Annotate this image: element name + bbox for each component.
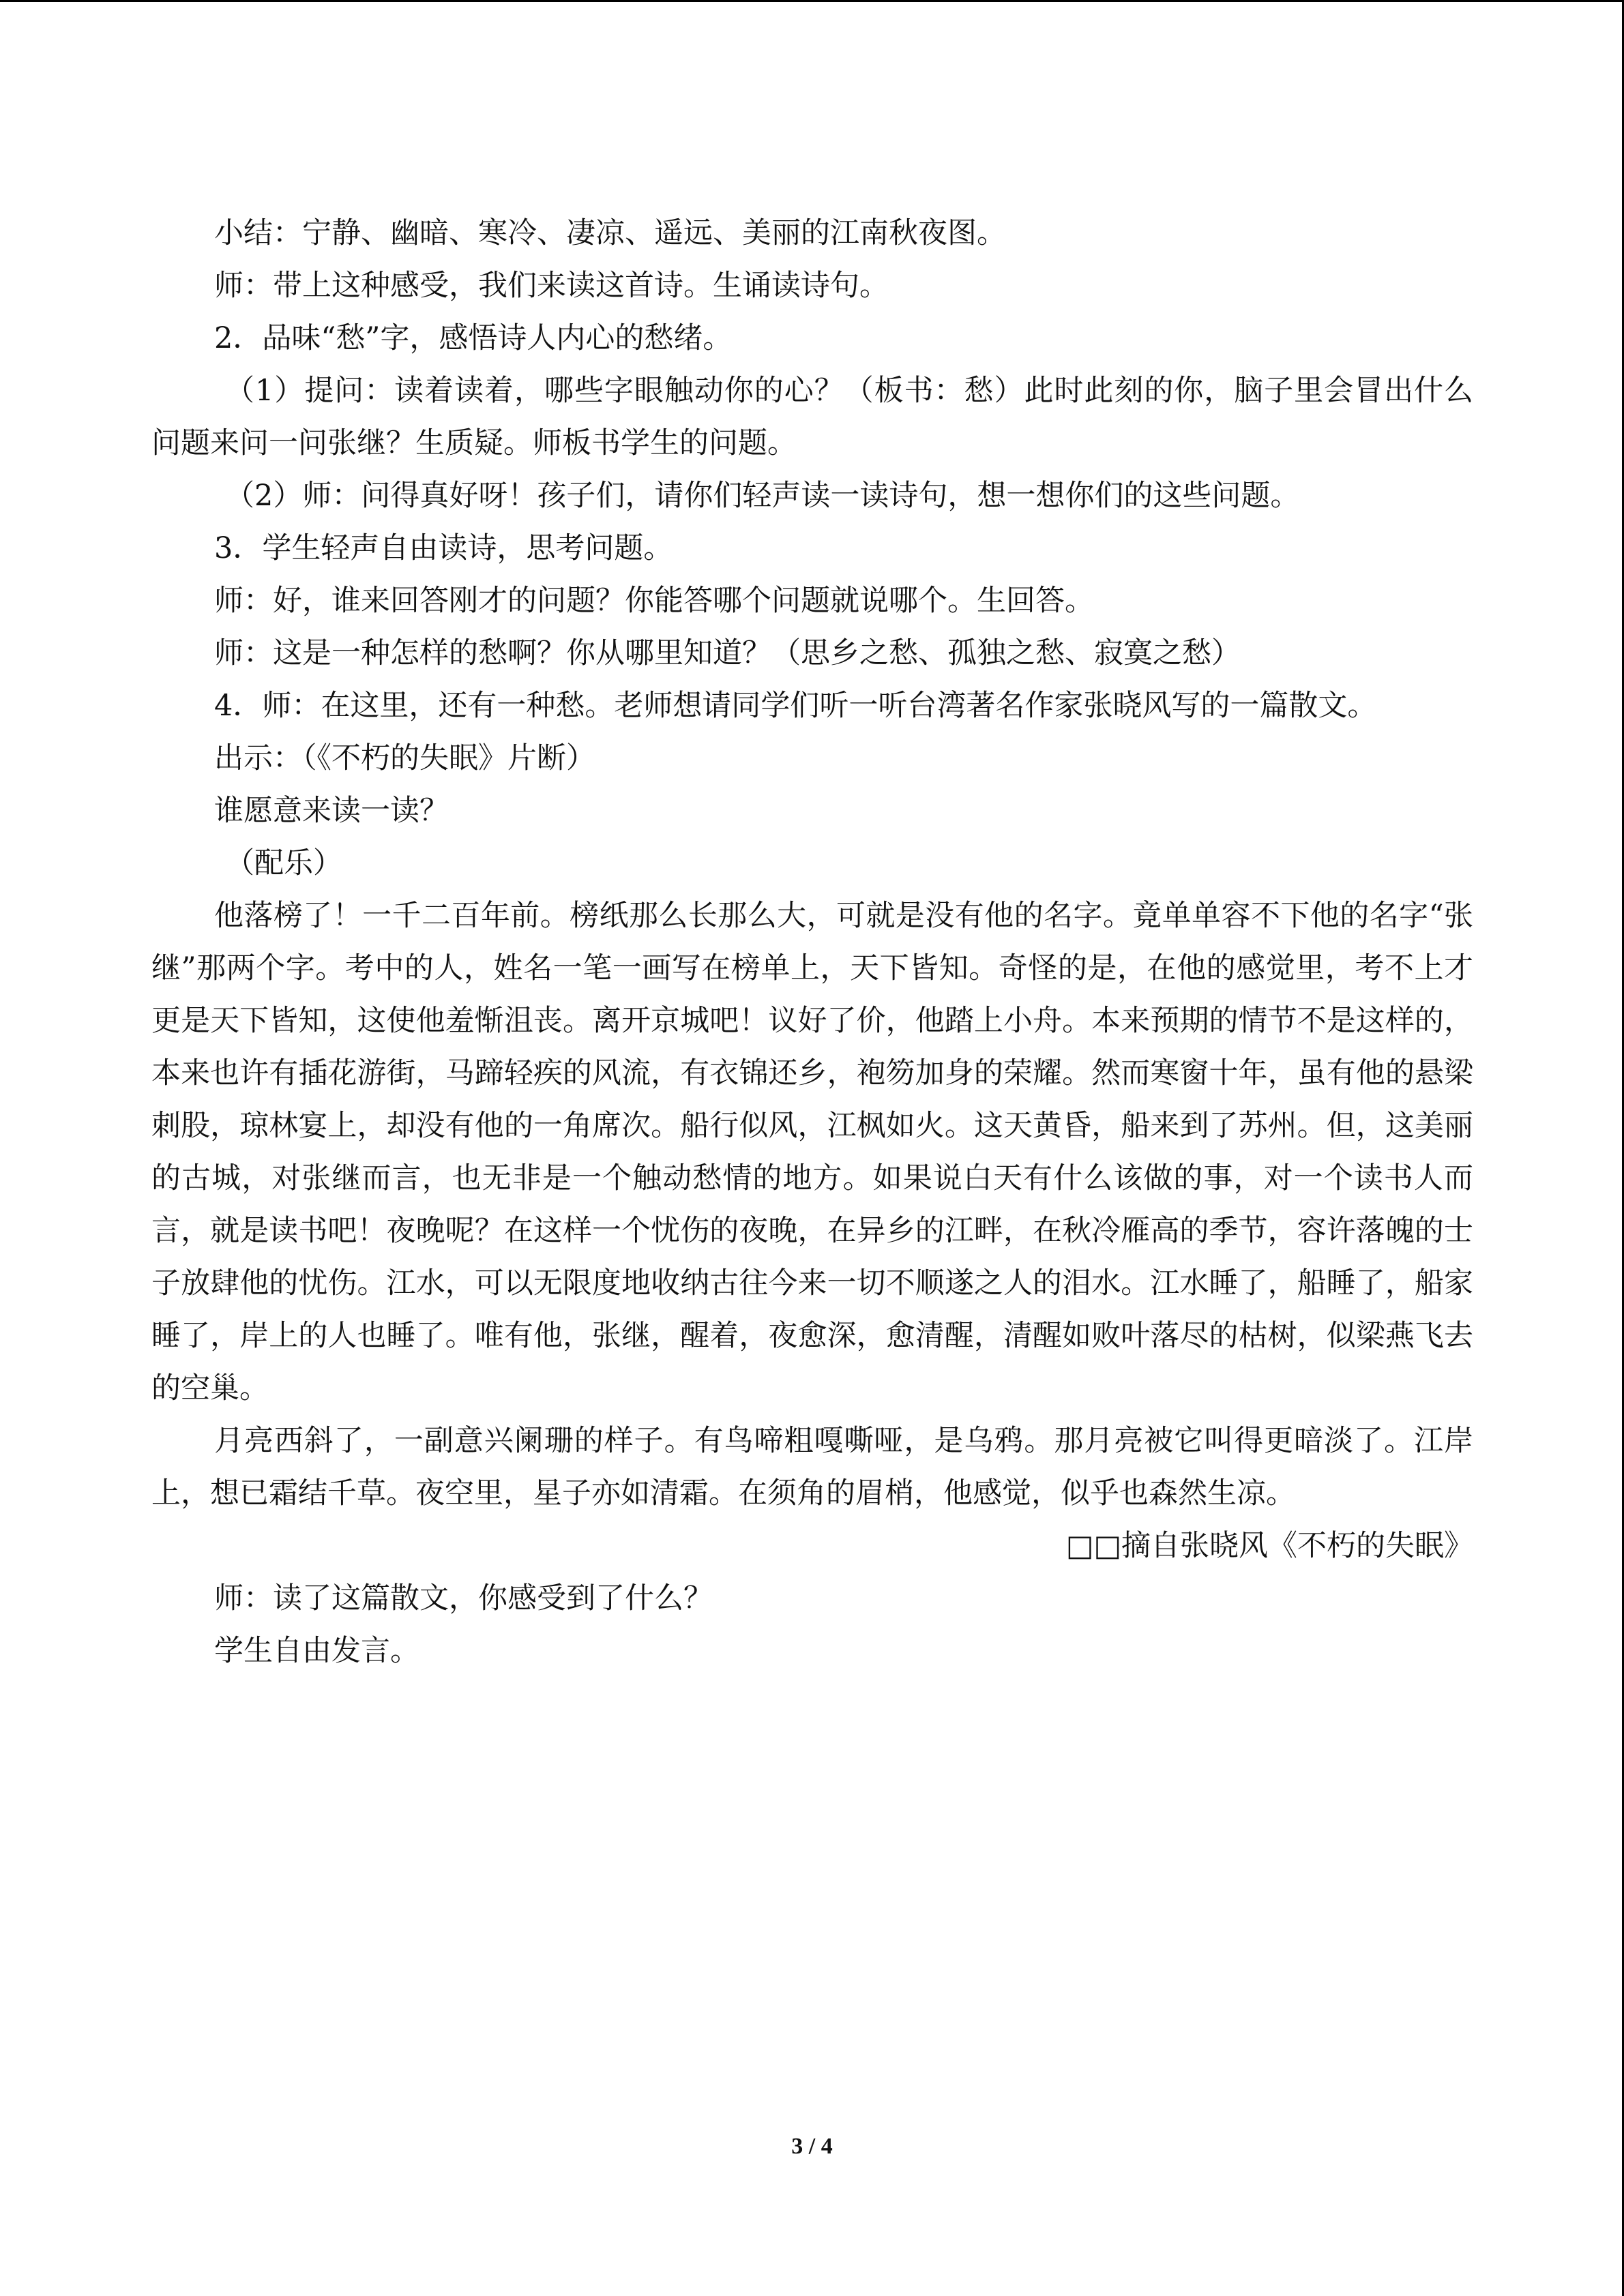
page-number: 3 / 4 bbox=[791, 2134, 833, 2159]
summary-paragraph: 小结：宁静、幽暗、寒冷、凄凉、遥远、美丽的江南秋夜图。 bbox=[214, 216, 1006, 250]
display-line: 出示：（《不朽的失眠》片断） bbox=[214, 741, 595, 775]
teacher-line: 师：带上这种感受，我们来读这首诗。生诵读诗句。 bbox=[214, 269, 889, 303]
question-paragraph: （1）提问：读着读着，哪些字眼触动你的心？（板书：愁）此时此刻的你，脑子里会冒出什么问题来问一问张继？生质疑。师板书学生的问题。 bbox=[151, 374, 1473, 460]
music-note: （配乐） bbox=[225, 846, 342, 880]
student-line: 学生自由发言。 bbox=[214, 1634, 419, 1668]
essay-excerpt-paragraph: 他落榜了！一千二百年前。榜纸那么长那么大，可就是没有他的名字。竟单单容不下他的名字“张继”那两个字。考中的人，姓名一笔一画写在榜单上，天下皆知。奇怪的是，在他的感觉里，考不上才更是天下皆知，这使他羞惭沮丧。离开京城吧！议好了价，他踏上小舟。本来预期的情节不是这样的，本来也许有插花游街，马蹄轻疾的风流，有衣锦还乡，袍笏加身的荣耀。然而寒窗十年，虽有他的悬梁刺股，琼林宴上，却没有他的一角席次。船行似风，江枫如火。这天黄昏，船来到了苏州。但，这美丽的古城，对张继而言，也无非是一个触动愁情的地方。如果说白天有什么该做的事，对一个读书人而言，就是读书吧！夜晚呢？在这样一个忧伤的夜晚，在异乡的江畔，在秋冷雁高的季节，容许落魄的士子放肆他的忧伤。江水，可以无限度地收纳古往今来一切不顺遂之人的泪水。江水睡了，船睡了，船家睡了，岸上的人也睡了。唯有他，张继，醒着，夜愈深，愈清醒，清醒如败叶落尽的枯树，似梁燕飞去的空巢。 bbox=[151, 899, 1473, 1405]
document-body bbox=[151, 207, 1473, 1678]
prompt-line: 谁愿意来读一读？ bbox=[214, 794, 449, 828]
section-heading: 2．品味“愁”字，感悟诗人内心的愁绪。 bbox=[214, 321, 733, 355]
teacher-line: （2）师：问得真好呀！孩子们，请你们轻声读一读诗句，想一想你们的这些问题。 bbox=[225, 479, 1300, 513]
section-heading: 4．师：在这里，还有一种愁。老师想请同学们听一听台湾著名作家张晓风写的一篇散文。 bbox=[214, 689, 1377, 723]
teacher-line: 师：读了这篇散文，你感受到了什么？ bbox=[214, 1581, 713, 1615]
page-top-border bbox=[0, 0, 1624, 2]
essay-excerpt-paragraph: 月亮西斜了，一副意兴阑珊的样子。有鸟啼粗嘎嘶哑，是乌鸦。那月亮被它叫得更暗淡了。江岸上，想已霜结千草。夜空里，星子亦如清霜。在须角的眉梢，他感觉，似乎也森然生凉。 bbox=[151, 1424, 1473, 1510]
teacher-line: 师：好，谁来回答刚才的问题？你能答哪个问题就说哪个。生回答。 bbox=[214, 584, 1094, 618]
teacher-line: 师：这是一种怎样的愁啊？你从哪里知道？（思乡之愁、孤独之愁、寂寞之愁） bbox=[214, 636, 1241, 670]
section-heading: 3．学生轻声自由读诗，思考问题。 bbox=[214, 531, 673, 565]
excerpt-attribution: □□摘自张晓风《不朽的失眠》 bbox=[1065, 1529, 1473, 1563]
